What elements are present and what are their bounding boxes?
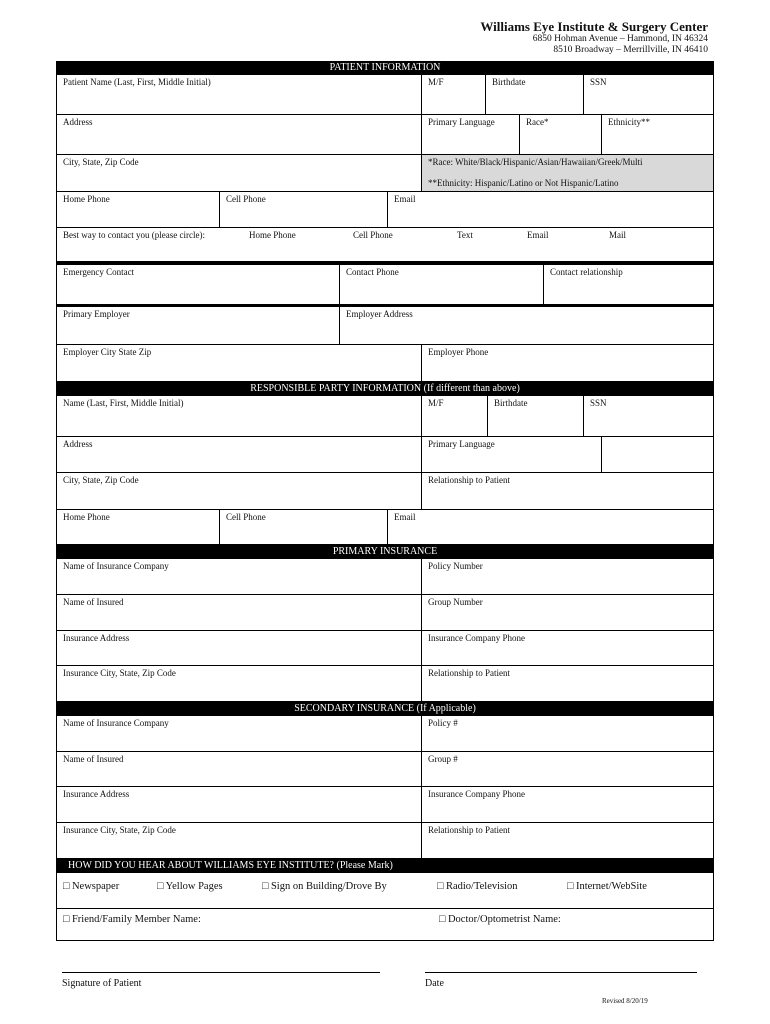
responsible-birthdate-field[interactable] [488,396,584,437]
referral-yellow-pages[interactable] [157,881,223,892]
secondary-city-field[interactable] [56,823,422,859]
patient-home-phone-label: Home Phone [63,194,110,204]
referral-friend[interactable] [63,914,201,925]
date-label: Date [425,978,444,989]
secondary-policy-label: Policy # [428,718,458,728]
responsible-email-field[interactable] [388,510,714,545]
patient-race-label: Race* [526,117,549,127]
referral-friend-label: Friend/Family Member Name: [71,914,201,925]
secondary-city-label: Insurance City, State, Zip Code [63,825,176,835]
clinic-name: Williams Eye Institute & Surgery Center [480,19,708,34]
patient-address-label: Address [63,117,93,127]
section-secondary-insurance: SECONDARY INSURANCE (If Applicable) [56,702,714,716]
secondary-company-label: Name of Insurance Company [63,718,169,728]
responsible-home-phone-field[interactable] [56,510,220,545]
patient-cell-phone-label: Cell Phone [226,194,266,204]
signature-line[interactable] [62,972,380,973]
referral-newspaper-label: Newspaper [71,881,120,892]
secondary-phone-field[interactable] [422,787,714,823]
contact-phone-label: Contact Phone [346,267,399,277]
patient-address-field[interactable] [56,115,422,155]
contact-option-email[interactable]: Email [527,230,549,240]
contact-option-mail[interactable]: Mail [609,230,626,240]
employer-city-field[interactable] [56,345,422,382]
patient-home-phone-field[interactable] [56,192,220,228]
responsible-relationship-field[interactable] [422,473,714,510]
revision-date: Revised 8/20/19 [602,997,648,1005]
referral-internet[interactable] [567,881,647,892]
patient-city-field[interactable] [56,155,422,192]
responsible-email-label: Email [394,512,416,522]
primary-group-label: Group Number [428,597,483,607]
secondary-relationship-field[interactable] [422,823,714,859]
patient-ssn-label: SSN [590,77,607,87]
responsible-address-label: Address [63,439,93,449]
contact-option-home-phone[interactable]: Home Phone [249,230,296,240]
responsible-cell-phone-field[interactable] [220,510,388,545]
responsible-address-field[interactable] [56,437,422,473]
contact-phone-field[interactable] [340,265,544,305]
secondary-company-field[interactable] [56,716,422,752]
primary-insured-label: Name of Insured [63,597,124,607]
primary-employer-field[interactable] [56,307,340,345]
section-responsible-party: RESPONSIBLE PARTY INFORMATION (If different than above) [56,382,714,396]
signature-label: Signature of Patient [62,978,142,989]
secondary-insured-label: Name of Insured [63,754,124,764]
secondary-relationship-label: Relationship to Patient [428,825,510,835]
responsible-language-label: Primary Language [428,439,495,449]
primary-relationship-field[interactable] [422,666,714,702]
patient-form [56,61,714,941]
responsible-city-field[interactable] [56,473,422,510]
primary-address-label: Insurance Address [63,633,130,643]
referral-sign-label: Sign on Building/Drove By [270,881,387,892]
responsible-blank-field[interactable] [602,437,714,473]
responsible-relationship-label: Relationship to Patient [428,475,510,485]
checkbox-icon[interactable]: □ [63,881,70,892]
referral-doctor-label: Doctor/Optometrist Name: [447,914,561,925]
referral-names-row [56,909,714,941]
referral-yellow-pages-label: Yellow Pages [165,881,223,892]
primary-relationship-label: Relationship to Patient [428,668,510,678]
ethnicity-note: **Ethnicity: Hispanic/Latino or Not Hispanic/Latino [428,178,619,188]
contact-preference-prompt: Best way to contact you (please circle): [63,230,205,240]
patient-race-field[interactable] [520,115,602,155]
primary-policy-field[interactable] [422,559,714,595]
patient-ssn-field[interactable] [584,75,714,115]
patient-ethnicity-label: Ethnicity** [608,117,650,127]
secondary-insured-field[interactable] [56,752,422,787]
contact-relationship-field[interactable] [544,265,714,305]
contact-relationship-label: Contact relationship [550,267,623,277]
primary-policy-label: Policy Number [428,561,483,571]
responsible-ssn-field[interactable] [584,396,714,437]
checkbox-icon[interactable]: □ [63,914,70,925]
patient-language-label: Primary Language [428,117,495,127]
patient-language-field[interactable] [422,115,520,155]
checkbox-icon[interactable]: □ [262,881,269,892]
responsible-home-phone-label: Home Phone [63,512,110,522]
secondary-group-label: Group # [428,754,458,764]
primary-employer-label: Primary Employer [63,309,130,319]
secondary-group-field[interactable] [422,752,714,787]
checkbox-icon[interactable]: □ [437,881,444,892]
responsible-cell-phone-label: Cell Phone [226,512,266,522]
checkbox-icon[interactable]: □ [439,914,446,925]
responsible-city-label: City, State, Zip Code [63,475,139,485]
employer-phone-field[interactable] [422,345,714,382]
employer-address-label: Employer Address [346,309,413,319]
clinic-address-hammond: 6850 Hohman Avenue – Hammond, IN 46324 [532,34,708,44]
patient-birthdate-label: Birthdate [492,77,526,87]
responsible-name-label: Name (Last, First, Middle Initial) [63,398,184,408]
contact-option-text[interactable]: Text [457,230,473,240]
employer-address-field[interactable] [340,307,714,345]
patient-email-label: Email [394,194,416,204]
secondary-phone-label: Insurance Company Phone [428,789,525,799]
patient-mf-field[interactable] [422,75,486,115]
patient-mf-label: M/F [428,77,444,87]
emergency-contact-label: Emergency Contact [63,267,135,277]
responsible-language-field[interactable] [422,437,602,473]
referral-radio-tv-label: Radio/Television [445,881,518,892]
primary-insured-field[interactable] [56,595,422,631]
primary-company-field[interactable] [56,559,422,595]
checkbox-icon[interactable]: □ [567,881,574,892]
responsible-name-field[interactable] [56,396,422,437]
section-referral: HOW DID YOU HEAR ABOUT WILLIAMS EYE INSTITUTE? (Please Mark) [56,859,714,873]
patient-ethnicity-field[interactable] [602,115,714,155]
referral-internet-label: Internet/WebSite [575,881,647,892]
responsible-mf-label: M/F [428,398,444,408]
patient-birthdate-field[interactable] [486,75,584,115]
responsible-ssn-label: SSN [590,398,607,408]
referral-sign[interactable] [262,881,387,892]
employer-city-label: Employer City State Zip [63,347,152,357]
referral-doctor[interactable] [439,914,561,925]
employer-phone-label: Employer Phone [428,347,489,357]
referral-radio-tv[interactable] [437,881,518,892]
patient-email-field[interactable] [388,192,714,228]
patient-city-label: City, State, Zip Code [63,157,139,167]
contact-preference-row [56,228,714,262]
date-line[interactable] [425,972,697,973]
clinic-address-merrillville: 8510 Broadway – Merrillville, IN 46410 [553,45,708,55]
patient-cell-phone-field[interactable] [220,192,388,228]
primary-company-label: Name of Insurance Company [63,561,169,571]
race-ethnicity-note [422,155,714,192]
patient-name-label: Patient Name (Last, First, Middle Initial) [63,77,211,87]
primary-group-field[interactable] [422,595,714,631]
primary-address-field[interactable] [56,631,422,666]
emergency-contact-field[interactable] [56,265,340,305]
race-note: *Race: White/Black/Hispanic/Asian/Hawaiian/Greek/Multi [428,157,643,167]
responsible-birthdate-label: Birthdate [494,398,528,408]
primary-phone-label: Insurance Company Phone [428,633,525,643]
contact-option-cell-phone[interactable]: Cell Phone [353,230,393,240]
secondary-address-field[interactable] [56,787,422,823]
section-primary-insurance: PRIMARY INSURANCE [56,545,714,559]
patient-name-field[interactable] [56,75,422,115]
primary-city-field[interactable] [56,666,422,702]
secondary-policy-field[interactable] [422,716,714,752]
referral-newspaper[interactable] [63,881,119,892]
secondary-address-label: Insurance Address [63,789,130,799]
primary-city-label: Insurance City, State, Zip Code [63,668,176,678]
responsible-mf-field[interactable] [422,396,488,437]
checkbox-icon[interactable]: □ [157,881,164,892]
referral-options-row [56,873,714,909]
primary-phone-field[interactable] [422,631,714,666]
section-patient-information: PATIENT INFORMATION [56,61,714,75]
